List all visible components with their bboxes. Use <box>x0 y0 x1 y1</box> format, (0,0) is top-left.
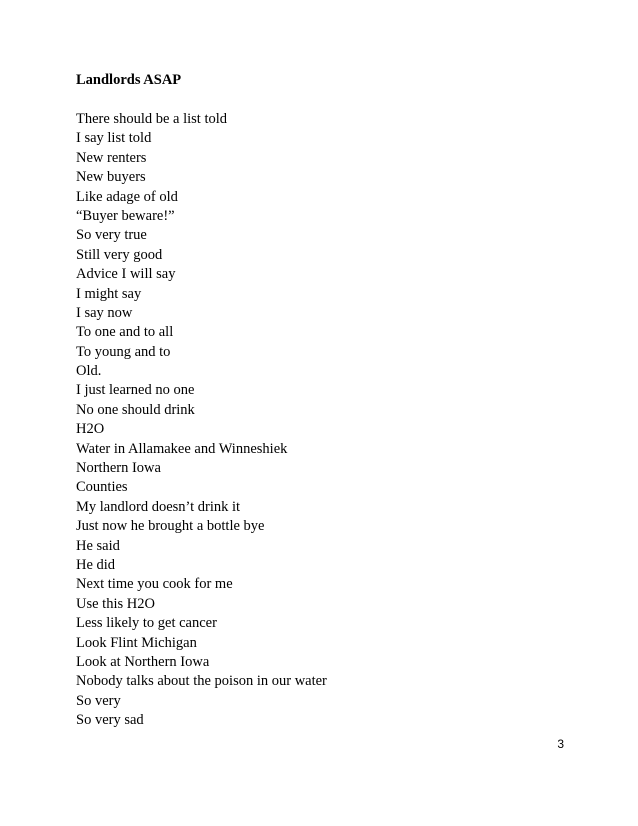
poem-line: Northern Iowa <box>76 460 161 477</box>
poem-line: Use this H2O <box>76 595 155 612</box>
poem-line: H2O <box>76 421 105 438</box>
poem-line: So very <box>76 692 121 709</box>
poem-line: Nobody talks about the poison in our water <box>76 673 327 690</box>
poem-line: To one and to all <box>76 324 174 341</box>
poem-line: Next time you cook for me <box>76 576 233 593</box>
poem-line: No one should drink <box>76 401 195 418</box>
poem-line: Just now he brought a bottle bye <box>76 518 265 535</box>
poem-line: I say list told <box>76 130 152 147</box>
poem-line: Like adage of old <box>76 188 178 205</box>
poem-line: I say now <box>76 304 133 321</box>
poem-line: Still very good <box>76 246 163 263</box>
poem-line: He did <box>76 556 116 573</box>
poem-line: I might say <box>76 285 142 302</box>
poem-line: To young and to <box>76 343 171 360</box>
page-number: 3 <box>557 737 564 751</box>
poem-line: New renters <box>76 149 147 166</box>
poem-body <box>76 110 327 731</box>
poem-line: He said <box>76 537 120 554</box>
poem-line: New buyers <box>76 169 146 186</box>
poem-line: Advice I will say <box>76 266 176 283</box>
poem-line: “Buyer beware!” <box>76 207 175 224</box>
poem-line: There should be a list told <box>76 111 228 127</box>
poem-line: My landlord doesn’t drink it <box>76 498 241 515</box>
poem-title: Landlords ASAP <box>76 72 182 88</box>
poem-line: So very true <box>76 227 147 244</box>
poem-line: Old. <box>76 363 102 380</box>
poem-line: Look Flint Michigan <box>76 634 197 651</box>
poem-line: So very sad <box>76 712 144 729</box>
poem-line: I just learned no one <box>76 382 195 399</box>
poem-line: Counties <box>76 479 128 496</box>
poem-line: Less likely to get cancer <box>76 615 217 632</box>
poem-line: Water in Allamakee and Winneshiek <box>76 440 288 457</box>
poem-line: Look at Northern Iowa <box>76 653 210 670</box>
